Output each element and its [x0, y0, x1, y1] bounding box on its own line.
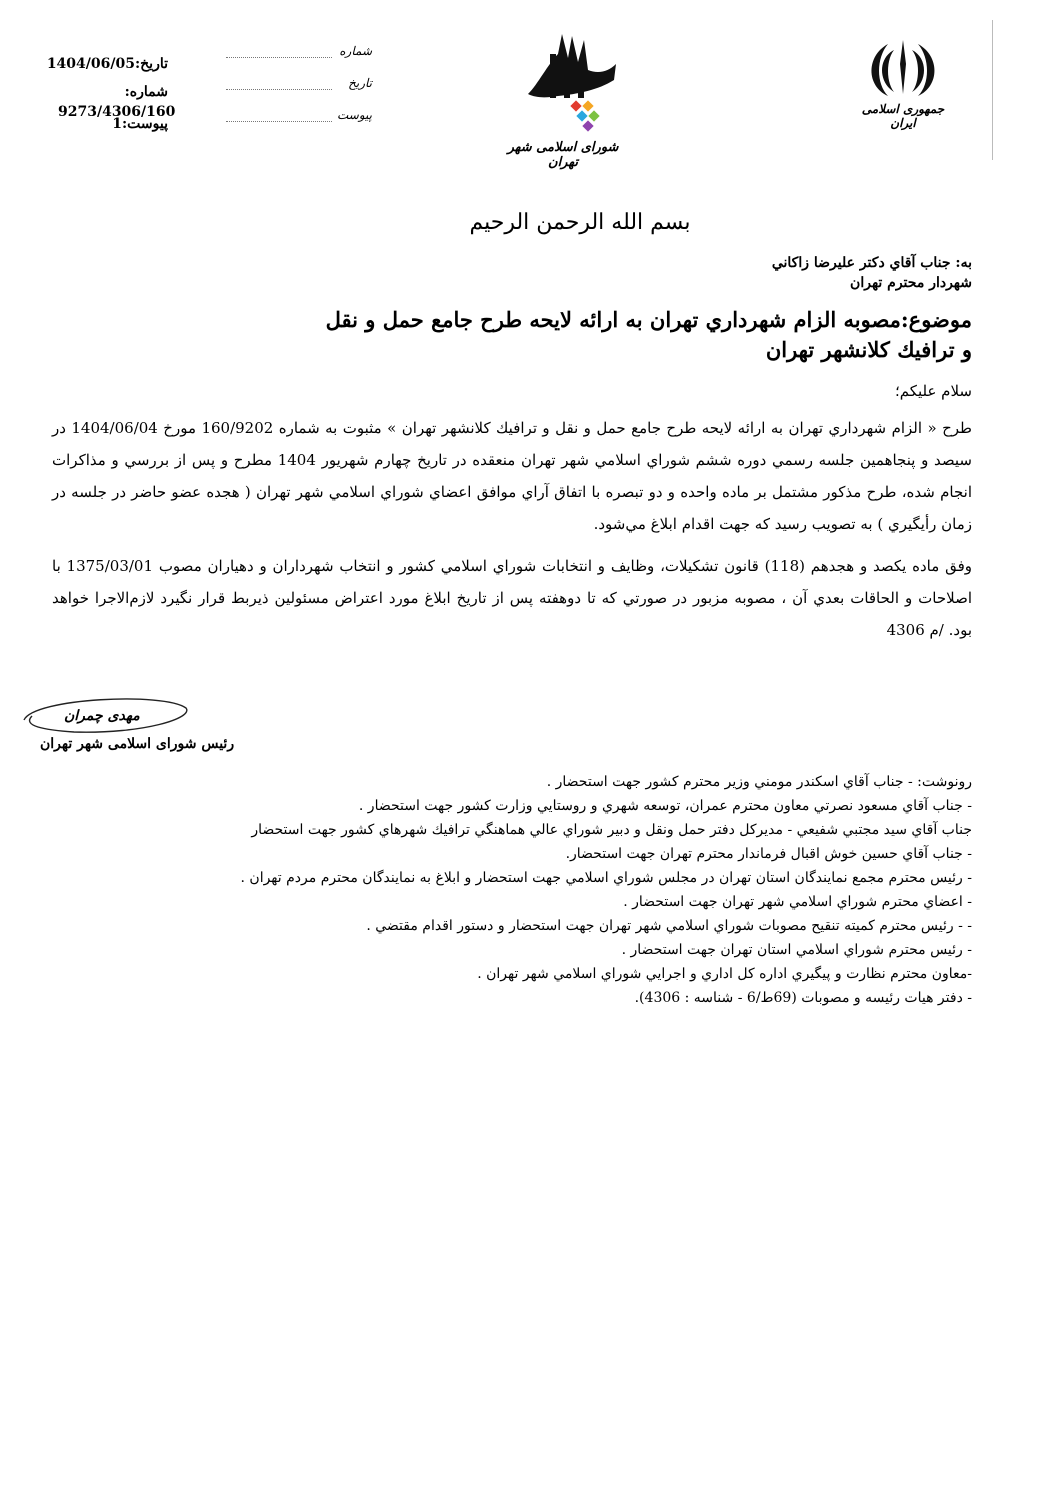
cc-item: رونوشت: - جناب آقاي اسکندر مومني وزير محترم کشور جهت استحضار . [546, 774, 972, 790]
cc-item: - - رئيس محترم کميته تنقيح مصوبات شوراي اسلامي شهر تهران جهت استحضار و دستور اقدام مقتضي . [366, 918, 972, 934]
cc-item: - اعضاي محترم شوراي اسلامي شهر تهران جهت استحضار . [623, 894, 972, 910]
body-paragraph-1: طرح « الزام شهرداري تهران به ارائه لايحه طرح جامع حمل و نقل و ترافيك كلانشهر تهران » مثبوت به شماره 160/9202 مورخ 1404/06/04 در سيصد و پنجاهمين جلسه رسمي دوره ششم شوراي اسلامي شهر تهران منعقده در تاريخ چهارم شهريور 1404 مطرح و پس از بررسي و مذاكرات انجام شده، طرح مذكور مشتمل بر ماده واحده و دو تبصره با اتفاق آراي موافق اعضاي شوراي اسلامي شهر تهران ( هجده عضو حاضر در جلسه در زمان رأيگيري ) به تصويب رسيد كه جهت اقدام ابلاغ مي‌شود. [52, 419, 972, 533]
meta-row-attachment [222, 108, 372, 122]
cc-list [72, 770, 972, 1010]
dotted-line [226, 49, 332, 58]
recipient-line-2: شهردار محترم تهران [850, 275, 972, 291]
dotted-line [226, 113, 332, 122]
subject-line-2: و ترافيك كلانشهر تهران [765, 337, 972, 362]
emblem-icon [848, 36, 958, 98]
cc-item: - رئيس محترم شوراي اسلامي استان تهران جهت استحضار . [621, 942, 972, 958]
letter-number: 9273/4306/160 [58, 104, 176, 120]
bismillah: بسم الله الرحمن الرحیم [469, 210, 691, 235]
cc-item: - جناب آقاي مسعود نصرتي معاون محترم عمران، توسعه شهري و روستايي وزارت کشور جهت استحضار . [358, 798, 972, 814]
letter-attachment: پیوست:1 [112, 116, 168, 132]
iri-emblem [848, 36, 958, 130]
cc-item: -معاون محترم نظارت و پيگيري اداره کل اداري و اجرايي شوراي اسلامي شهر تهران . [477, 966, 972, 982]
subject [272, 305, 972, 365]
greeting: سلام عليکم؛ [894, 382, 972, 400]
council-logo-icon [498, 24, 628, 134]
signer-title: رئیس شورای اسلامی شهر تهران [40, 736, 235, 752]
meta-row-date [222, 76, 372, 90]
emblem-caption: جمهوری اسلامی ایران [861, 102, 945, 130]
cc-item: - جناب آقاي حسين خوش اقبال فرماندار محترم تهران جهت استحضار. [565, 846, 972, 862]
subject-line-1: موضوع:مصوبه الزام شهرداري تهران به ارائه لايحه طرح جامع حمل و نقل [325, 307, 972, 332]
recipient-line-1: به: جناب آقاي دکتر عليرضا زاکاني [771, 255, 972, 271]
body-paragraph-2: وفق ماده يكصد و هجدهم (118) قانون تشكيلات، وظايف و انتخابات شوراي اسلامي كشور و انتخاب شهرداران و دهياران مصوب 1375/03/01 با اصلاحات و الحاقات بعدي آن ، مصوبه مزبور در صورتي كه تا دوهفته پس از تاريخ ابلاغ مورد اعتراض مسئولين ذيربط قرار نگيرد لازم‌الاجرا خواهد بود. /م 4306 [52, 557, 972, 639]
meta-row-label: پیوست [337, 108, 372, 122]
cc-item: - دفتر هيات رئيسه و مصوبات (69ط/6 - شناسه : 4306). [634, 990, 972, 1006]
council-logo [498, 24, 628, 170]
meta-row-label: شماره [339, 44, 372, 58]
header-divider [992, 20, 993, 160]
letter-date: تاریخ:1404/06/05 [46, 56, 168, 72]
meta-row-label: تاریخ [348, 76, 372, 90]
council-caption: شورای اسلامی شهر تهران [507, 140, 619, 170]
meta-row-number [222, 44, 372, 58]
dotted-line [226, 81, 332, 90]
cc-item: - رئيس محترم مجمع نمايندگان استان تهران در مجلس شوراي اسلامي جهت استحضار و ابلاغ به نمايندگان محترم مردم تهران . [240, 870, 972, 886]
signer-name: مهدی چمران [64, 708, 140, 724]
cc-item: جناب آقاي سيد مجتبي شفيعي - مديرکل دفتر حمل ونقل و دبير شوراي عالي هماهنگي ترافيك شهرهاي کشور جهت استحضار [251, 822, 972, 838]
letter-number-label: شماره: [124, 84, 168, 100]
